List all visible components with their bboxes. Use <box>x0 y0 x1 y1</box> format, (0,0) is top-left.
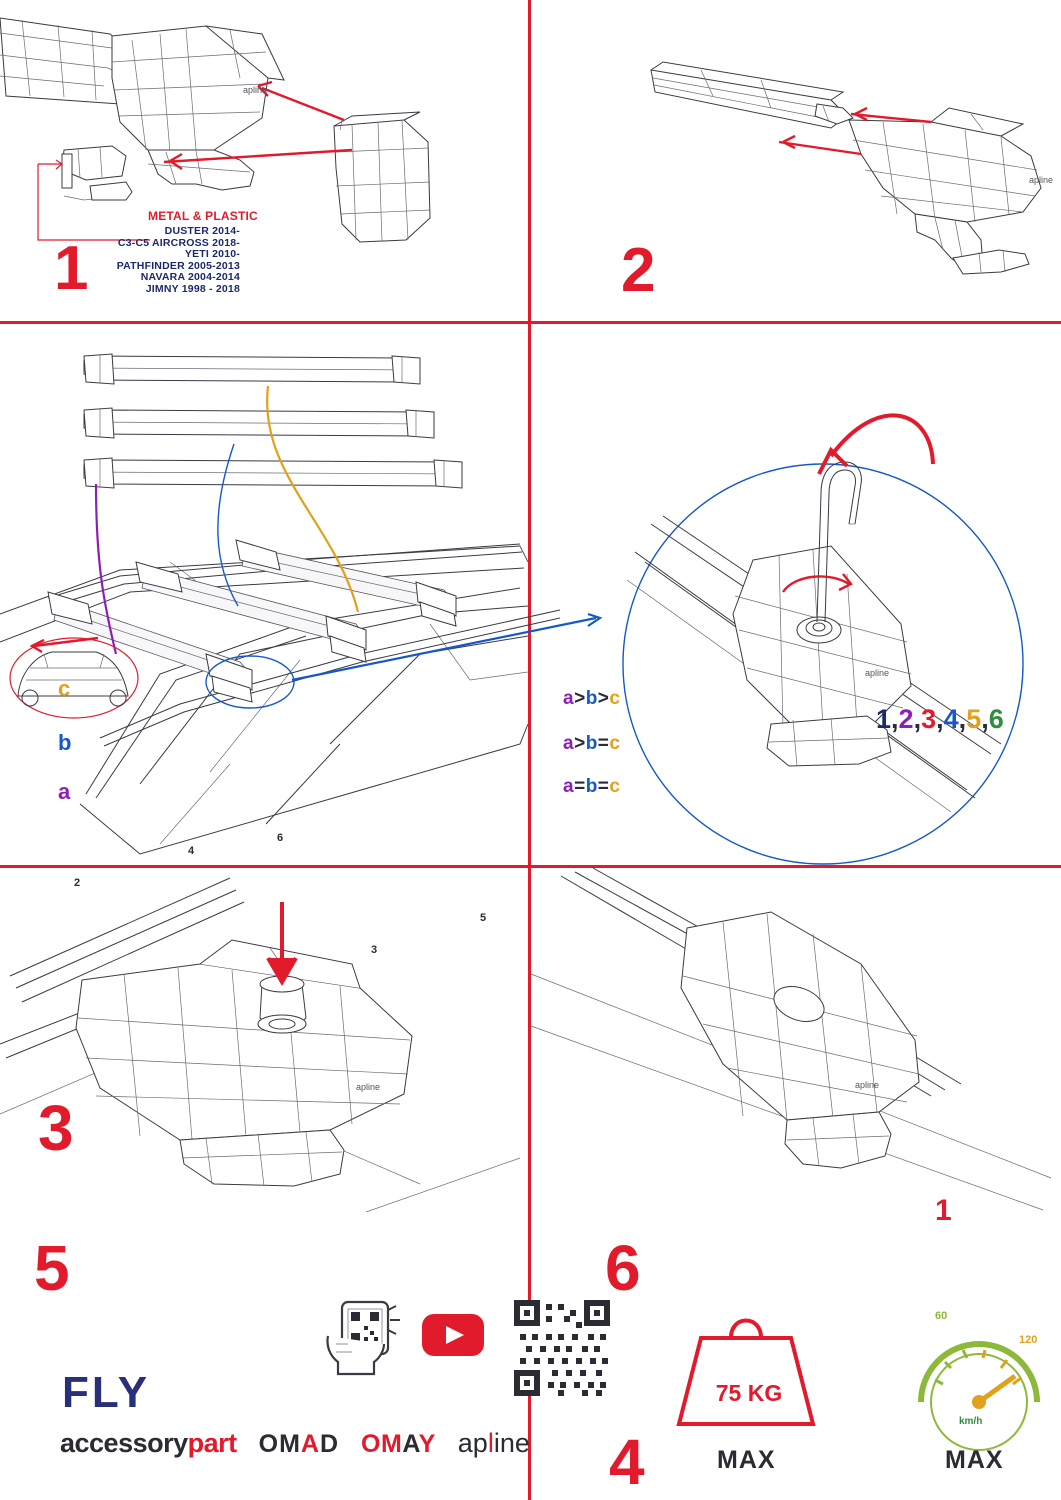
gauge-min-label: 60 <box>935 1310 948 1322</box>
vehicle-list-item: YETI 2010- <box>184 248 240 260</box>
step3-drawing <box>0 324 528 865</box>
reference-bar-c <box>84 354 420 384</box>
panel-step-1 <box>0 0 528 321</box>
point-tag-6: 6 <box>277 832 284 844</box>
weight-max-label: MAX <box>717 1446 776 1474</box>
rack-foot-assembled <box>681 912 919 1168</box>
brand-fly: FLY <box>62 1368 151 1417</box>
foot-logo-text: apline <box>1029 175 1054 185</box>
equation-row-3: a=b=c <box>563 776 621 797</box>
foot-logo-text: apline <box>243 85 268 95</box>
step-number-1: 1 <box>54 234 89 303</box>
vehicle-direction-indicator <box>10 638 138 718</box>
foot-logo-text: apline <box>855 1080 880 1090</box>
foot-logo-text: apline <box>865 668 890 678</box>
install-sequence: 1,2,3,4,5,6 <box>876 704 1004 734</box>
scan-qr-hand-icon[interactable] <box>327 1302 400 1374</box>
brand-omay: OMAY <box>361 1430 436 1458</box>
reference-bar-b <box>84 408 434 438</box>
point-tag-3: 3 <box>371 944 378 956</box>
step6-drawing <box>531 868 1061 1268</box>
end-cap-detail <box>815 104 853 124</box>
car-roof <box>0 544 560 854</box>
point-tag-4: 4 <box>188 845 195 857</box>
tighten-direction-arrow <box>831 415 933 464</box>
brand-apline: apline <box>457 1428 530 1458</box>
step-number-5: 5 <box>34 1232 70 1304</box>
rack-foot-body <box>62 26 284 200</box>
foot-logo-text: apline <box>356 1082 381 1092</box>
step4-drawing <box>531 324 1061 865</box>
bar-label-b: b <box>58 730 72 755</box>
bar-label-a: a <box>58 779 71 804</box>
point-tag-5: 5 <box>480 912 487 924</box>
metal-plastic-title: METAL & PLASTIC <box>148 209 258 223</box>
equation-row-1: a>b>c <box>563 688 621 709</box>
brand-omad: OMAD <box>258 1430 340 1458</box>
vehicle-list <box>0 226 240 295</box>
vehicle-list-item: C3-C5 AIRCROSS 2018- <box>117 236 240 249</box>
step-number-3: 3 <box>38 1092 74 1164</box>
panel-step-5 <box>0 868 528 1500</box>
step-number-4: 4 <box>609 1426 645 1498</box>
equation-row-2: a>b=c <box>563 733 621 754</box>
speed-unit-label: km/h <box>959 1416 983 1427</box>
step5-drawing <box>0 868 528 1268</box>
panel-step-2 <box>531 0 1061 321</box>
plastic-cover-part <box>334 112 430 242</box>
step-number-2: 2 <box>621 236 656 305</box>
weight-limit-icon <box>671 1298 821 1438</box>
youtube-icon[interactable] <box>422 1314 484 1356</box>
gauge-max-label: 120 <box>1019 1334 1038 1346</box>
vehicle-list-item: NAVARA 2004-2014 <box>140 271 240 283</box>
rack-foot-body <box>849 108 1053 274</box>
point-tag-2: 2 <box>74 877 81 889</box>
step-number-6: 6 <box>605 1232 641 1304</box>
speed-max-label: MAX <box>945 1446 1004 1474</box>
brand-accessorypart: accessorypart <box>60 1428 237 1458</box>
panel-step-6 <box>531 868 1061 1500</box>
cross-bar <box>651 62 847 128</box>
rack-foot-assembled <box>76 940 412 1186</box>
weight-limit-value: 75 KG <box>715 1380 783 1406</box>
reference-bar-a <box>84 458 462 488</box>
bar-label-c: c <box>58 676 71 701</box>
vehicle-list-item: PATHFINDER 2005-2013 <box>116 259 240 272</box>
vehicle-list-item: DUSTER 2014- <box>164 225 240 237</box>
step2-drawing <box>531 0 1061 321</box>
vehicle-list-item: JIMNY 1998 - 2018 <box>145 282 240 295</box>
brand-row <box>60 1428 530 1459</box>
detail-circle-tag-4: 1 <box>935 1194 952 1227</box>
